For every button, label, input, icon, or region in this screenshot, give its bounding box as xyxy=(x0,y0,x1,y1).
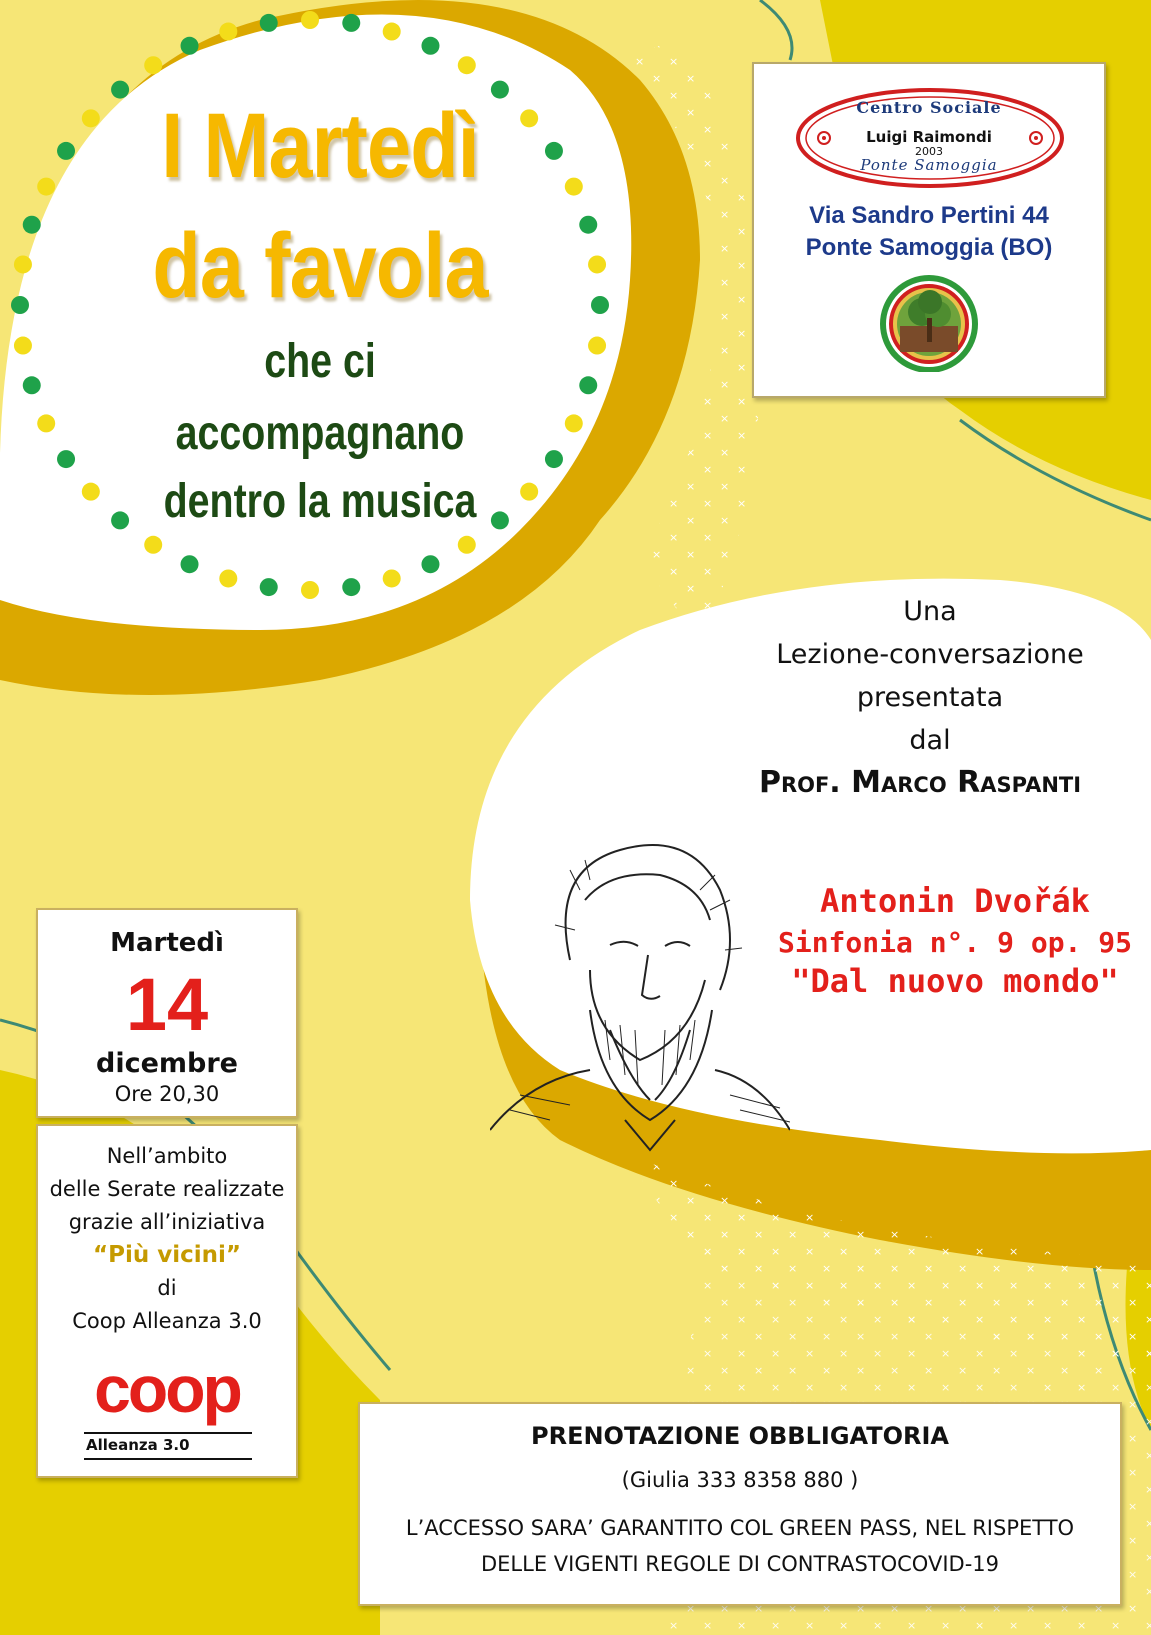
tree-emblem-icon xyxy=(864,272,994,372)
coop-logo: coop xyxy=(94,1352,240,1426)
title-line-2: da favola xyxy=(152,215,488,317)
organizer-logo-box xyxy=(752,62,1106,398)
subtitle-line-1: che ci xyxy=(264,335,376,388)
ring-dot xyxy=(181,37,199,55)
context-line-3: grazie all’iniziativa xyxy=(68,1210,266,1234)
lecture-line-1: Una xyxy=(903,596,957,627)
initiative-name: “Più vicini” xyxy=(92,1242,241,1268)
ring-dot xyxy=(11,296,29,314)
ring-dot xyxy=(421,555,439,573)
booking-notice-2: DELLE VIGENTI REGOLE DI CONTRASTOCOVID-19 xyxy=(480,1552,999,1576)
context-box xyxy=(36,1124,298,1478)
date-time: Ore 20,30 xyxy=(114,1082,220,1106)
ring-dot xyxy=(458,56,476,74)
composer-portrait xyxy=(490,830,790,1160)
ring-dot xyxy=(342,14,360,32)
ring-dot xyxy=(260,14,278,32)
ring-dot xyxy=(14,337,32,355)
ring-dot xyxy=(23,216,41,234)
title-line-1: I Martedì xyxy=(161,95,479,197)
booking-contact: (Giulia 333 8358 880 ) xyxy=(621,1468,859,1492)
logo-year: 2003 xyxy=(915,145,943,158)
lecture-intro xyxy=(720,590,1140,762)
date-weekday: Martedì xyxy=(110,928,224,958)
composer-work-subtitle: "Dal nuovo mondo" xyxy=(791,962,1119,1000)
lecture-line-2: Lezione-conversazione xyxy=(776,639,1084,670)
lecture-line-3: presentata xyxy=(856,682,1004,713)
lecture-line-4: dal xyxy=(909,725,951,756)
ring-dot xyxy=(342,578,360,596)
subtitle-line-2: accompagnano xyxy=(175,407,465,460)
ring-dot xyxy=(260,578,278,596)
logo-ring-bottom: Ponte Samoggia xyxy=(860,156,998,174)
date-month: dicembre xyxy=(96,1048,238,1079)
date-box xyxy=(36,908,298,1118)
ring-dot xyxy=(14,255,32,273)
booking-box xyxy=(358,1402,1122,1606)
coop-logo-rule-bottom xyxy=(84,1458,252,1460)
ring-dot xyxy=(458,536,476,554)
context-line-1: Nell’ambito xyxy=(106,1144,228,1168)
ring-dot xyxy=(219,569,237,587)
ring-dot xyxy=(383,23,401,41)
ring-dot xyxy=(491,81,509,99)
coop-logo-rule-top xyxy=(84,1432,252,1434)
date-day: 14 xyxy=(125,963,209,1046)
booking-notice-1: L’ACCESSO SARA’ GARANTITO COL GREEN PASS, NEL RISPETTO xyxy=(405,1516,1075,1540)
coop-logo-sub: Alleanza 3.0 xyxy=(86,1436,190,1454)
booking-heading: PRENOTAZIONE OBBLIGATORIA xyxy=(531,1422,949,1450)
ring-dot xyxy=(111,81,129,99)
context-line-5: Coop Alleanza 3.0 xyxy=(72,1309,262,1333)
ring-dot xyxy=(219,23,237,41)
ring-dot xyxy=(301,11,319,29)
ring-dot xyxy=(23,376,41,394)
context-line-2: delle Serate realizzate xyxy=(49,1177,285,1201)
ring-dot xyxy=(383,569,401,587)
address-line-1: Via Sandro Pertini 44 xyxy=(809,202,1049,229)
ring-dot xyxy=(181,555,199,573)
ring-dot xyxy=(421,37,439,55)
address-line-2: Ponte Samoggia (BO) xyxy=(805,234,1053,261)
ring-dot xyxy=(144,56,162,74)
composer-work: Sinfonia n°. 9 op. 95 xyxy=(777,926,1132,959)
context-line-4: di xyxy=(157,1276,177,1300)
ring-dot xyxy=(144,536,162,554)
ring-dot xyxy=(37,414,55,432)
logo-ring-top: Centro Sociale xyxy=(856,98,1002,117)
logo-name: Luigi Raimondi xyxy=(866,128,992,146)
presenter-name: Prof. Marco Raspanti xyxy=(758,765,1082,800)
ring-dot xyxy=(301,581,319,599)
ring-dot xyxy=(588,337,606,355)
composer-name: Antonin Dvořák xyxy=(820,882,1090,920)
subtitle-line-3: dentro la musica xyxy=(163,475,477,528)
